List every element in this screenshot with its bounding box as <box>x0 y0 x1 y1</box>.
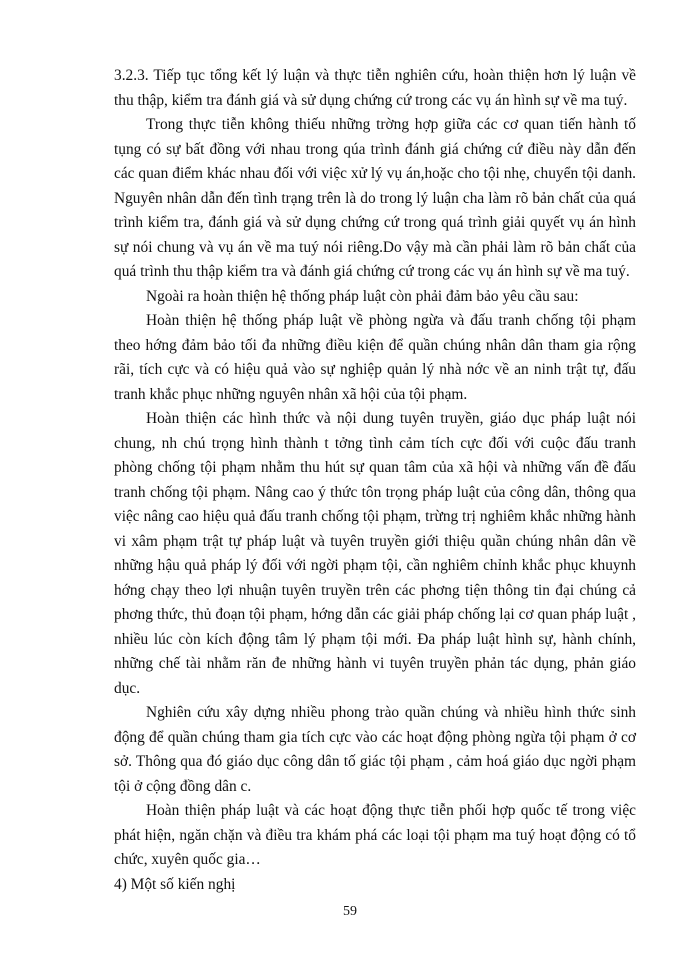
paragraph-5: Nghiên cứu xây dựng nhiều phong trào quần chúng và nhiều hình thức sinh động để quần chúng tham gia tích cực vào các hoạt động phòng ngừa tội phạm ở cơ sở. Thông qua đó giáo dục công dân tố giác tội phạm , cảm hoá giáo dục ngời phạm tội ở cộng đồng dân c. <box>114 704 636 795</box>
paragraph-1: Trong thực tiễn không thiếu những trờng hợp giữa các cơ quan tiến hành tố tụng có sự bất đồng với nhau trong qúa trình đánh giá chứng cứ điều này dẫn đến các quan điểm khác nhau đối với việc xử lý vụ án,hoặc cho tội nhẹ, chuyển tội danh. Nguyên nhân dẫn đến tình trạng trên là do trong lý luận cha làm rõ bản chất của quá trình kiểm tra, đánh giá và sử dụng chứng cứ trong quá trình giải quyết vụ án hình sự nói chung và vụ án về ma tuý nói riêng.Do vậy mà cần phải làm rõ bản chất của quá trình thu thập kiểm tra và đánh giá chứng cứ trong các vụ án hình sự về ma tuý. <box>114 116 636 280</box>
paragraph-3: Hoàn thiện hệ thống pháp luật về phòng ngừa và đấu tranh chống tội phạm theo hớng đảm bảo tối đa những điều kiện để quần chúng nhân dân tham gia rộng rãi, tích cực và có hiệu quả vào sự nghiệp quản lý nhà nớc về an ninh trật tự, đấu tranh khắc phục những nguyên nhân xã hội của tội phạm. <box>114 312 636 403</box>
subheading-recommendations: 4) Một số kiến nghị <box>114 875 236 893</box>
page-content <box>114 64 636 897</box>
section-heading: 3.2.3. Tiếp tục tổng kết lý luận và thực tiễn nghiên cứu, hoàn thiện hơn lý luận về thu thập, kiểm tra đánh giá và sử dụng chứng cứ trong các vụ án hình sự về ma tuý. <box>114 67 636 109</box>
paragraph-6: Hoàn thiện pháp luật và các hoạt động thực tiễn phối hợp quốc tế trong việc phát hiện, ngăn chặn và điều tra khám phá các loại tội phạm ma tuý hoạt động có tổ chức, xuyên quốc gia… <box>114 802 636 868</box>
paragraph-4: Hoàn thiện các hình thức và nội dung tuyên truyền, giáo dục pháp luật nói chung, nh chú trọng hình thành t tởng tình cảm tích cực đối với cuộc đấu tranh phòng chống tội phạm nhằm thu hút sự quan tâm của xã hội và những vấn đề đấu tranh chống tội phạm. Nâng cao ý thức tôn trọng pháp luật của công dân, thông qua việc nâng cao hiệu quả đấu tranh chống tội phạm, trừng trị nghiêm khắc những hành vi xâm phạm trật tự pháp luật và tuyên truyền giới thiệu quần chúng nhân dân về những hậu quả pháp lý đối với ngời phạm tội, cần nghiêm chỉnh khắc phục khuynh hớng chạy theo lợi nhuận tuyên truyền trên các phơng tiện thông tin đại chúng cả phơng thức, thủ đoạn tội phạm, hớng dẫn các giải pháp chống lại cơ quan pháp luật , nhiều lúc còn kích động tâm lý phạm tội mới. Đa pháp luật hình sự, hành chính, những chế tài nhằm răn đe những hành vi tuyên truyền phản tác dụng, phản giáo dục. <box>114 410 636 697</box>
paragraph-2: Ngoài ra hoàn thiện hệ thống pháp luật còn phải đảm bảo yêu cầu sau: <box>146 287 579 305</box>
page-number: 59 <box>343 904 357 919</box>
